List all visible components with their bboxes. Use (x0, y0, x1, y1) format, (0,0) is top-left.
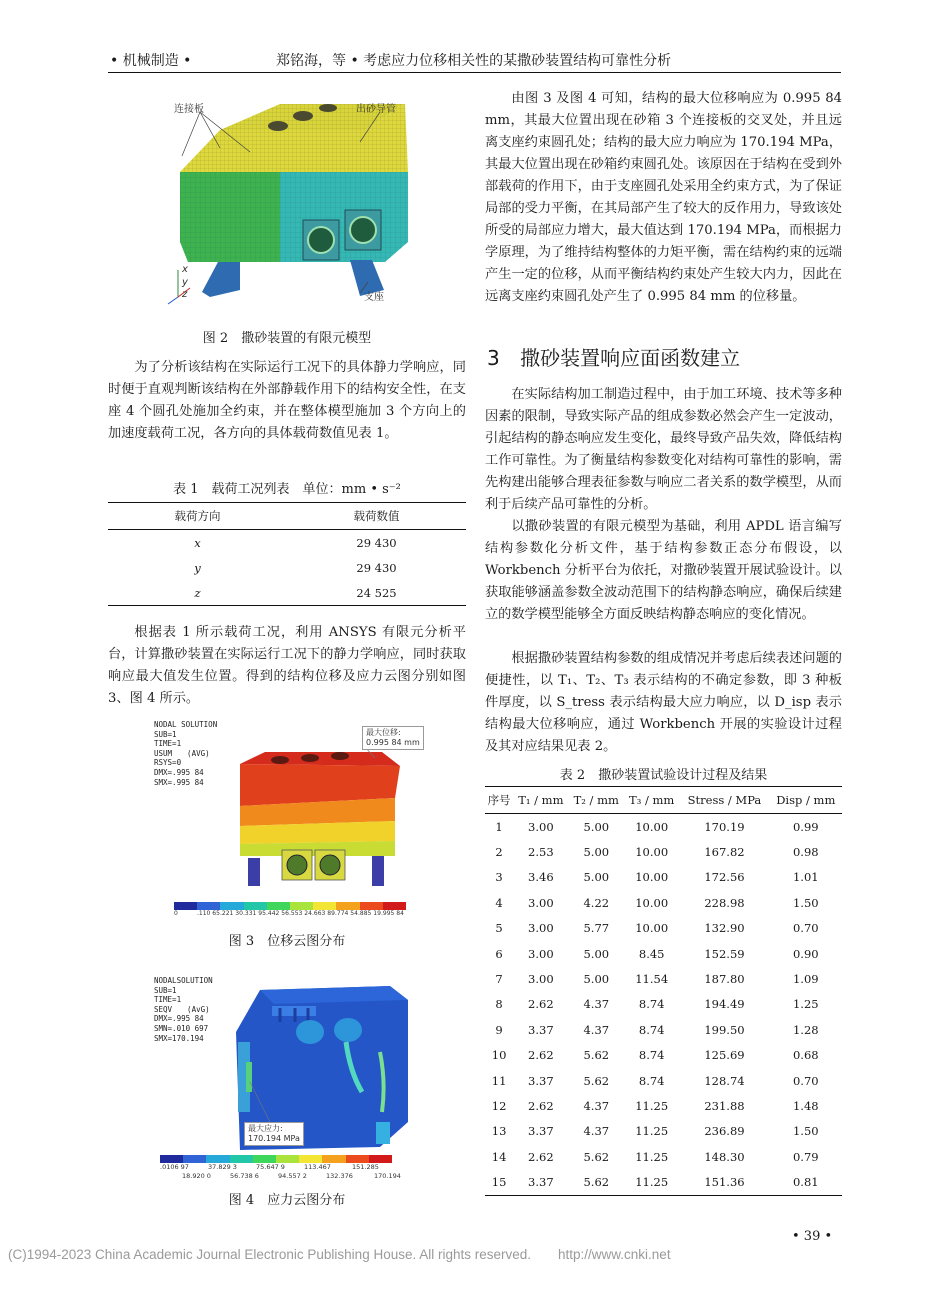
table-row (108, 555, 466, 580)
table-cell: 128.74 (704, 1073, 745, 1088)
table-cell: 12 (491, 1098, 507, 1113)
table-cell: 170.19 (704, 819, 745, 834)
label-outlet-pipe: 出砂导管 (356, 104, 396, 115)
table-body (485, 814, 842, 1196)
table-cell: 3.37 (528, 1073, 554, 1088)
legend-label: .442 56 (266, 910, 289, 917)
table-cell: 2.62 (528, 1149, 554, 1164)
legend-swatch (244, 902, 267, 910)
legend-label: 0 (174, 910, 178, 917)
legend-label: 113.467 (304, 1163, 331, 1171)
legend-swatch (206, 1155, 229, 1163)
table-cell: 10.00 (635, 921, 669, 936)
header-rule (108, 72, 841, 73)
table-cell: 1.50 (792, 895, 819, 910)
table-cell: 231.88 (704, 1098, 745, 1113)
legend-label: .331 95 (243, 910, 266, 917)
legend-label: 151.285 (352, 1163, 379, 1171)
table-cell: 0.79 (792, 1149, 819, 1164)
table-row (485, 941, 842, 966)
table-header-cell: T₃ / mm (624, 787, 679, 814)
table-cell: 1.01 (792, 870, 819, 885)
right-paragraph-4 (485, 648, 842, 758)
legend-swatch (174, 902, 197, 910)
fig4-caption: 图 4 应力云图分布 (228, 1193, 346, 1208)
figure-2 (160, 92, 460, 310)
table-row (485, 814, 842, 840)
table1-caption: 表 1 载荷工况列表 单位：mm • s⁻² (173, 482, 401, 497)
legend-swatch (383, 902, 406, 910)
table-cell: 5.77 (583, 921, 610, 936)
table-cell: 5.00 (583, 819, 610, 834)
table-cell: 125.69 (704, 1048, 745, 1063)
table-cell: 10 (491, 1048, 507, 1063)
table-cell: 3.37 (528, 1022, 554, 1037)
table-cell: 9 (495, 1022, 503, 1037)
paragraph-text: 由图 3 及图 4 可知，结构的最大位移响应为 0.995 84 mm，其最大位置出现在砂箱 3 个连接板的交叉处，并且远离支座约束圆孔处；结构的最大应力响应为 170.194 MPa，其最大位置出现在砂箱约束圆孔处。该原因在于结构在受到外部载荷的作用下，由于支座圆孔处采用全约束方式，为了保证局部的受力平衡，在其局部产生了较大的反作用力，导致该处所受的局部应力增大，最大值达到 170.194 MPa，而根据力学原理，为了维持结构整体的力矩平衡，需在结构约束的远端产生一定的位移，从而平衡结构约束处产生较大内力，因此在远离支座约束圆孔处产生了 0.995 84 mm 的位移量。 (485, 91, 842, 304)
table-cell: 8.74 (638, 997, 665, 1012)
table-header-cell: Stress / MPa (679, 787, 769, 814)
fe-model-image (160, 92, 460, 310)
table-header-cell: Disp / mm (770, 787, 842, 814)
right-paragraph-3 (485, 516, 842, 626)
left-paragraph-2 (108, 622, 466, 710)
info-line: SEQV (AvG) (154, 1004, 210, 1014)
table-header-cell: T₁ / mm (513, 787, 568, 814)
table-cell: 11 (491, 1073, 507, 1088)
legend-label: 75.647 9 (256, 1163, 285, 1171)
legend-swatch (322, 1155, 345, 1163)
table-cell: 11.25 (635, 1124, 669, 1139)
table-row (108, 530, 466, 556)
section-number: 3 (487, 346, 500, 370)
table-cell: 4.37 (583, 1022, 610, 1037)
legend-swatch (360, 902, 383, 910)
table-cell: 194.49 (704, 997, 745, 1012)
legend-label: .0106 97 (160, 1163, 189, 1171)
info-line: DMX=.995 84 (154, 1014, 204, 1024)
table-row (485, 966, 842, 991)
info-line: SUB=1 (154, 985, 177, 995)
table-cell: 3.00 (528, 972, 554, 987)
section-heading (487, 342, 740, 371)
table-cell: 3.37 (528, 1124, 554, 1139)
table-cell: 199.50 (704, 1022, 745, 1037)
table-row (485, 1068, 842, 1093)
legend-label: 132.376 (326, 1172, 353, 1180)
label-connect-plate: 连接板 (174, 104, 204, 115)
table-cell: 10.00 (635, 895, 669, 910)
table-cell: 0.70 (792, 1073, 819, 1088)
table-header-row (108, 503, 466, 530)
max-stress-callout (244, 1122, 304, 1146)
table-cell: 3.00 (528, 895, 554, 910)
table-row (108, 580, 466, 606)
legend-swatch (290, 902, 313, 910)
table-cell: 148.30 (704, 1149, 745, 1164)
table-row (485, 839, 842, 864)
info-line: SMX=170.194 (154, 1033, 204, 1043)
paragraph-text: 根据撒砂装置结构参数的组成情况并考虑后续表述问题的便捷性，以 T₁、T₂、T₃ 表示结构的不确定参数，即 3 种板件厚度，以 S_tress 表示结构最大应力响应，以 D_isp 表示结构最大位移响应，通过 Workbench 开展的实验设计过程及其对应结果见表 2。 (485, 651, 842, 754)
right-paragraph-2 (485, 384, 842, 516)
legend-label: .774 54 (335, 910, 358, 917)
max-displacement-callout (362, 726, 424, 750)
table-cell: 11.25 (635, 1098, 669, 1113)
table-header-cell: 载荷方向 (108, 503, 287, 530)
journal-name: • 机械制造 • (110, 53, 192, 69)
info-line: SMN=.010 697 (154, 1023, 209, 1033)
paragraph-text: 以撒砂装置的有限元模型为基础，利用 APDL 语言编写结构参数化分析文件，基于结构参数正态分布假设，以 Workbench 分析平台为依托，对撒砂装置开展试验设计。以获取能够涵盖参数全波动范围下的结构静态响应，确保后续建立的数学模型能够全方面反映结构静态响应的变化情况。 (485, 519, 842, 622)
table-1 (108, 502, 466, 606)
table-cell: 3 (495, 870, 503, 885)
legend-swatch (160, 1155, 183, 1163)
table-cell: 228.98 (704, 895, 745, 910)
table2-caption: 表 2 撒砂装置试验设计过程及结果 (559, 768, 768, 783)
table-row (485, 1119, 842, 1144)
table-cell: 187.80 (704, 972, 745, 987)
table-row (485, 1093, 842, 1118)
table-cell: 0.70 (792, 921, 819, 936)
table-cell: 4.22 (583, 895, 610, 910)
table-cell: 8 (495, 997, 503, 1012)
legend-label: .553 24 (289, 910, 312, 917)
info-line: TIME=1 (154, 995, 182, 1005)
table-cell: 4.37 (583, 997, 610, 1012)
table-cell: 1.28 (792, 1022, 819, 1037)
table-cell: 4 (495, 895, 503, 910)
table-cell: 5.00 (583, 870, 610, 885)
table-cell: 0.68 (792, 1048, 819, 1063)
table-header-cell: 序号 (485, 787, 513, 814)
info-line: DMX=.995 84 (154, 767, 204, 777)
table-cell: 29 430 (356, 560, 397, 575)
legend-label: .221 30 (220, 910, 243, 917)
stress-legend-labels-top (160, 1163, 410, 1172)
label-axis-y: y (182, 277, 188, 288)
info-line: USUM (AVG) (154, 748, 210, 758)
table-cell: 2.62 (528, 997, 554, 1012)
info-line: TIME=1 (154, 739, 182, 749)
table-cell: 152.59 (704, 946, 745, 961)
paragraph-text: 在实际结构加工制造过程中，由于加工环境、技术等多种因素的限制，导致实际产品的组成参数必然会产生一定波动，引起结构的静态响应发生变化，最终导致产品失效，降低结构工作可靠性。为了衡量结构参数变化对结构可靠性的影响，需先构建出能够合理表征参数与响应二者关系的数学模型，从而利于后续产品可靠性的分析。 (485, 387, 842, 512)
figure-4 (150, 972, 430, 1184)
table-cell: 2.62 (528, 1098, 554, 1113)
table-cell: 5.62 (569, 1169, 624, 1195)
legend-swatch (267, 902, 290, 910)
table-cell: 132.90 (704, 921, 745, 936)
table-cell: 5.00 (583, 845, 610, 860)
section-title: 撒砂装置响应面函数建立 (520, 346, 741, 370)
table-cell: 11.25 (624, 1169, 679, 1195)
table-cell: 10.00 (635, 819, 669, 834)
callout-label: 最大位移: (366, 728, 401, 737)
table-cell: 5.00 (583, 972, 610, 987)
table-row (485, 1169, 842, 1195)
label-support: 支座 (364, 292, 384, 303)
legend-label: 56.738 6 (230, 1172, 259, 1180)
legend-label: 94.557 2 (278, 1172, 307, 1180)
table-row (485, 865, 842, 890)
table-cell: 14 (491, 1149, 507, 1164)
table-cell: 11.25 (635, 1149, 669, 1164)
table-cell: 7 (495, 972, 503, 987)
legend-label: 37.829 3 (208, 1163, 237, 1171)
table-2 (485, 786, 842, 1196)
legend-label: .663 89 (312, 910, 335, 917)
table-cell: 8.74 (638, 1022, 665, 1037)
table-cell: 0.81 (770, 1169, 842, 1195)
table-cell: 3.00 (528, 946, 554, 961)
legend-label: .995 84 (381, 910, 404, 917)
table-cell: 3.00 (528, 921, 554, 936)
table-cell: 3.37 (513, 1169, 568, 1195)
legend-swatch (299, 1155, 322, 1163)
table-cell: 15 (485, 1169, 513, 1195)
table-cell: 3.46 (528, 870, 554, 885)
paragraph-text: 根据表 1 所示载荷工况，利用 ANSYS 有限元分析平台，计算撒砂装置在实际运行工况下的静力学响应，同时获取响应最大值发生位置。得到的结构位移及应力云图分别如图 3、图 4 所示。 (108, 625, 466, 706)
table-cell: 5.62 (583, 1149, 610, 1164)
info-line: SUB=1 (154, 729, 177, 739)
table-cell: 0.99 (792, 819, 819, 834)
table-cell: 10.00 (635, 870, 669, 885)
stress-legend-labels-bottom (160, 1172, 428, 1181)
legend-swatch (183, 1155, 206, 1163)
legend-swatch (197, 902, 220, 910)
table-cell: 5.62 (583, 1073, 610, 1088)
table-cell: 4.37 (583, 1098, 610, 1113)
table-cell: 5.62 (583, 1048, 610, 1063)
legend-swatch (369, 1155, 392, 1163)
table-cell: 11.54 (635, 972, 669, 987)
table-cell: 8.45 (638, 946, 665, 961)
legend-label: .885 19 (358, 910, 381, 917)
callout-value: 170.194 MPa (248, 1134, 300, 1143)
table-header-row (485, 787, 842, 814)
table-row (485, 1144, 842, 1169)
table-header-cell: 载荷数值 (287, 503, 466, 530)
table-row (485, 992, 842, 1017)
stress-color-legend (160, 1155, 392, 1163)
table-cell: 1.50 (792, 1124, 819, 1139)
info-line: RSYS=0 (154, 758, 182, 768)
callout-label: 最大应力: (248, 1124, 283, 1133)
table-cell: 5 (495, 921, 503, 936)
callout-value: 0.995 84 mm (366, 738, 420, 747)
legend-swatch (336, 902, 359, 910)
table-cell: 1.25 (792, 997, 819, 1012)
table-cell: 5.00 (583, 946, 610, 961)
legend-swatch (220, 902, 243, 910)
legend-swatch (346, 1155, 369, 1163)
figure-3 (150, 716, 430, 922)
table-cell: 10.00 (635, 845, 669, 860)
displacement-color-legend (174, 902, 406, 910)
table-cell: 3.00 (528, 819, 554, 834)
page-number: • 39 • (792, 1229, 833, 1244)
table-row (485, 890, 842, 915)
table-cell: y (194, 560, 201, 575)
table-cell: 29 430 (356, 535, 397, 550)
copyright-footer: (C)1994-2023 China Academic Journal Electronic Publishing House. All rights reserved. http://www.cnki.net (8, 1247, 671, 1262)
table-row (485, 1043, 842, 1068)
legend-label: .110 65 (197, 910, 220, 917)
table-cell: 1.09 (792, 972, 819, 987)
info-line: NODAL SOLUTION (154, 720, 218, 729)
table-cell: 2 (495, 845, 503, 860)
table-row (485, 1017, 842, 1042)
right-paragraph-1 (485, 88, 842, 308)
table-cell: 151.36 (679, 1169, 769, 1195)
fig3-caption: 图 3 位移云图分布 (228, 934, 346, 949)
table-cell: x (194, 535, 201, 550)
table-cell: 0.98 (792, 845, 819, 860)
table-cell: 2.62 (528, 1048, 554, 1063)
displacement-legend-labels (174, 910, 414, 920)
table-cell: 236.89 (704, 1124, 745, 1139)
paragraph-text: 为了分析该结构在实际运行工况下的具体静力学响应，同时便于直观判断该结构在外部静载作用下的结构安全性，在支座 4 个圆孔处施加全约束，并在整体模型施加 3 个方向上的加速度载荷工况，各方向的具体载荷数值见表 1。 (108, 360, 466, 441)
table-cell: 4.37 (583, 1124, 610, 1139)
fig2-caption: 图 2 撒砂装置的有限元模型 (202, 331, 372, 346)
table-cell: 167.82 (704, 845, 745, 860)
legend-swatch (230, 1155, 253, 1163)
legend-swatch (313, 902, 336, 910)
table-cell: 2.53 (528, 845, 554, 860)
table-cell: 0.90 (792, 946, 819, 961)
table-header-cell: T₂ / mm (569, 787, 624, 814)
table-cell: 8.74 (638, 1048, 665, 1063)
legend-swatch (276, 1155, 299, 1163)
legend-swatch (253, 1155, 276, 1163)
table-cell: 24 525 (287, 580, 466, 606)
info-line: SMX=.995 84 (154, 777, 204, 787)
label-axis-x: x (182, 264, 188, 275)
label-axis-z: z (182, 289, 188, 300)
table-cell: 6 (495, 946, 503, 961)
table-cell: 172.56 (704, 870, 745, 885)
table-row (485, 916, 842, 941)
left-paragraph-1 (108, 357, 466, 445)
legend-label: 18.920 0 (182, 1172, 211, 1180)
table-cell: 13 (491, 1124, 507, 1139)
table-cell: z (108, 580, 287, 606)
table-cell: 8.74 (638, 1073, 665, 1088)
table-cell: 1.48 (792, 1098, 819, 1113)
running-title: 郑铭海，等 • 考虑应力位移相关性的某撒砂装置结构可靠性分析 (276, 53, 672, 69)
table-cell: 1 (495, 819, 503, 834)
legend-label: 170.194 (374, 1172, 401, 1180)
info-line: NODALSOLUTION (154, 976, 213, 985)
